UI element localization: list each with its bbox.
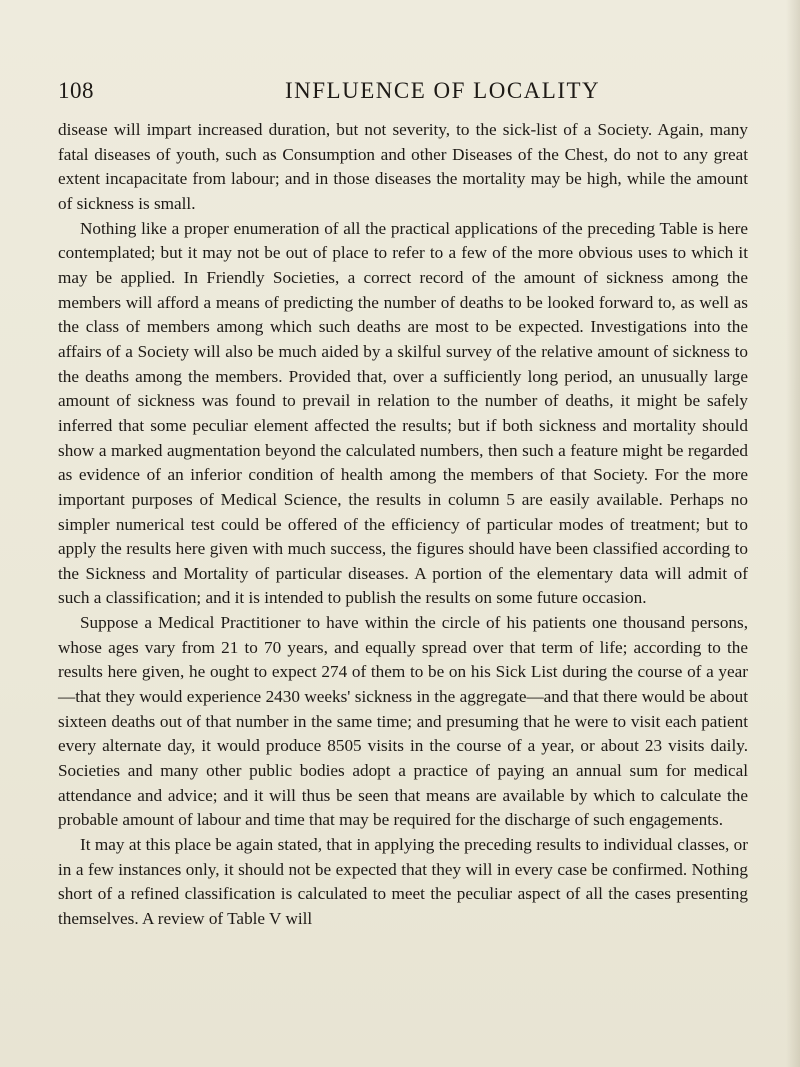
paragraph-4: It may at this place be again stated, that in applying the preceding results to individual classes, or in a few instances only, it should not be expected that they will in every case be confirmed. Nothing short of a refined classification is calculated to meet the peculiar aspect of all the cases presenting themselves. A review of Table V will xyxy=(58,835,748,928)
page-header xyxy=(58,78,748,108)
paragraph-1: disease will impart increased duration, but not severity, to the sick-list of a Society. Again, many fatal diseases of youth, such as Consumption and other Diseases of the Chest, do not to any great extent incapacitate from labour; and in those diseases the mortality may be high, while the amount of sickness is small. xyxy=(58,120,748,213)
page-edge-shadow xyxy=(786,0,800,1067)
body-text xyxy=(58,118,748,932)
paragraph-3: Suppose a Medical Practitioner to have within the circle of his patients one thousand persons, whose ages vary from 21 to 70 years, and equally spread over that term of life; according to the results here given, he ought to expect 274 of them to be on his Sick List during the course of a year—that they would experience 2430 weeks' sickness in the aggregate—and that there would be about sixteen deaths out of that number in the same time; and presuming that he were to visit each patient every alternate day, it would produce 8505 visits in the course of a year, or about 23 visits daily. Societies and many other public bodies adopt a practice of paying an annual sum for medical attendance and advice; and it will thus be seen that means are available by which to calculate the probable amount of labour and time that may be required for the discharge of such engagements. xyxy=(58,613,748,830)
paragraph-2: Nothing like a proper enumeration of all the practical applications of the preceding Table is here contemplated; but it may not be out of place to refer to a few of the more obvious uses to which it may be applied. In Friendly Societies, a correct record of the amount of sickness among the members will afford a means of predicting the number of deaths to be looked forward to, as well as the class of members among which such deaths are most to be expected. Investigations into the affairs of a Society will also be much aided by a skilful survey of the relative amount of sickness to the deaths among the members. Provided that, over a sufficiently long period, an unusually large amount of sickness was found to prevail in relation to the number of deaths, it might be safely inferred that some peculiar element affected the results; but if both sickness and mortality should show a marked augmentation beyond the calculated numbers, then such a feature might be regarded as evidence of an inferior condition of health among the members of that Society. For the more important purposes of Medical Science, the results in column 5 are easily available. Perhaps no simpler numerical test could be offered of the efficiency of particular modes of treatment; but to apply the results here given with much success, the figures should have been classified according to the Sickness and Mortality of particular diseases. A portion of the elementary data will admit of such a classification; and it is intended to publish the results on some future occasion. xyxy=(58,218,748,608)
page-number: 108 xyxy=(58,78,94,103)
running-head: INFLUENCE OF LOCALITY xyxy=(285,78,601,103)
